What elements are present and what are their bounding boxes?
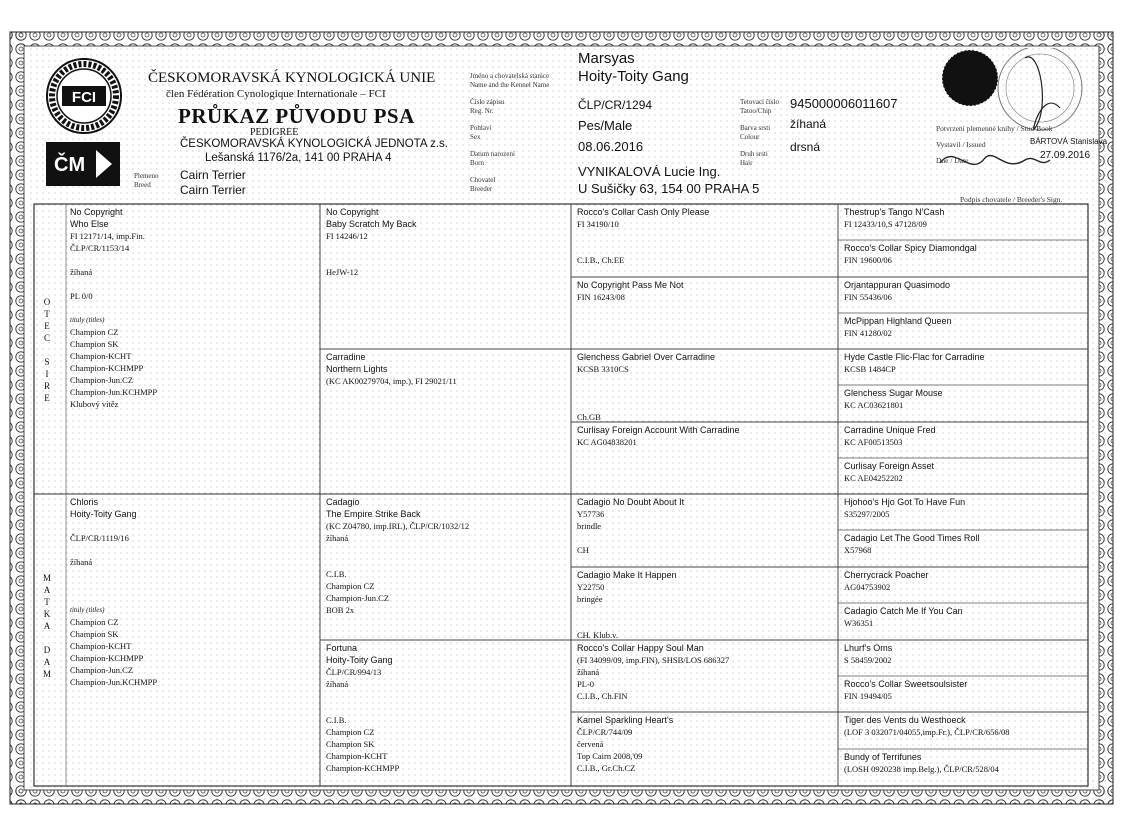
hair-label-en: Hair [740,159,753,167]
pedigree-gen4-cell [844,532,1086,566]
pedigree-gen4-cell [844,496,1086,530]
dog-name: Marsyas [578,50,635,67]
dog-name: Cadagio No Doubt About It [577,497,685,507]
dog-detail: žíhaná [70,557,93,567]
dog-detail [577,399,835,411]
side-letter: K [43,609,51,619]
dog-detail [577,387,835,399]
pedigree-gen4-cell [844,206,1086,240]
dog-detail: Champion CZ [326,727,375,737]
dog-detail: FIN 41280/02 [844,328,892,338]
date-value: 27.09.2016 [1040,150,1091,161]
dog-name: Glenchess Sugar Mouse [844,388,943,398]
dog-detail: Champion-KCHMPP [70,363,144,373]
pedigree-gen3-cell [577,279,835,349]
dog-detail: ČLP/CR/1119/16 [70,533,129,543]
breeder-name: VYNIKALOVÁ Lucie Ing. [578,164,721,179]
colour-label-cz: Barva srsti [740,124,771,132]
dog-detail: Klubový vítěz [70,399,119,409]
side-letter: A [43,657,51,667]
pedigree-gen4-cell [844,678,1086,712]
reg-value: ČLP/CR/1294 [578,98,653,112]
side-letter: O [43,297,51,307]
dog-detail: Ch.GB [577,412,601,421]
dog-detail: Y57736 [577,509,605,519]
dog-detail [70,592,316,604]
dog-detail: (LOF 3 032071/04055,imp.Fr.), ČLP/CR/656/08 [844,727,1010,737]
side-letter: C [43,333,50,343]
dog-detail: S35297/2005 [844,509,890,519]
dog-detail [326,242,568,254]
side-letter: T [44,309,50,319]
dog-detail: W36351 [844,618,874,628]
dog-name: Carradine [326,352,366,362]
stamp-signature [930,48,1095,198]
pedigree-gen4-cell [844,279,1086,313]
pedigree-gen3-cell [577,642,835,712]
dog-detail: (FI 34099/09, imp.FIN), SHSB/LOS 686327 [577,655,730,665]
dog-detail: KC AC03621801 [844,400,904,410]
dog-detail: AG04753902 [844,582,891,592]
pedigree-gen2-cell [326,496,568,638]
sex-label-en: Sex [470,133,481,141]
issued-value: BÁRTOVÁ Stanislava [1030,137,1108,146]
dog-name: Chloris [70,497,99,507]
dog-detail [577,617,835,629]
hair-value: drsná [790,140,821,154]
confirm-label: Potvrzení plemenné knihy / Stud Book [936,124,1053,133]
dog-detail: Champion-Jun.CZ [326,593,390,603]
dog-detail: S 58459/2002 [844,655,892,665]
doc-subtitle: PEDIGREE [250,127,299,138]
dog-detail: C.I.B. [326,715,347,725]
born-label-en: Born [470,159,484,167]
dog-detail: Champion-Jun.CZ [70,375,134,385]
dog-detail: Champion-Jun.CZ [70,665,134,675]
dog-name: Kamel Sparkling Heart's [577,715,674,725]
dog-detail [326,544,568,556]
dog-detail: KCSB 1484CP [844,364,896,374]
org-member: člen Fédération Cynologique Internationale – FCI [166,88,386,100]
pedigree-gen4-cell [844,242,1086,276]
pedigree-gen3-cell [577,714,835,784]
dog-detail [70,520,316,532]
dog-name: Curlisay Foreign Asset [844,461,935,471]
dog-detail: bringée [577,594,603,604]
dog-detail [70,544,316,556]
dog-detail: C.I.B., Gr.Ch.CZ [577,763,636,773]
dog-name: Cadagio [326,497,360,507]
pedigree-gen4-cell [844,424,1086,458]
dog-detail: FI 12433/10,S 47128/09 [844,219,927,229]
pedigree-gen4-cell [844,387,1086,421]
colour-label-en: Colour [740,133,760,141]
pedigree-gen3-cell [577,351,835,421]
dog-name: Hjohoo's Hjo Got To Have Fun [844,497,966,507]
dog-detail: ČLP/CR/1153/14 [70,243,130,253]
dog-detail: PL 0/0 [70,291,93,301]
dog-detail: červená [577,739,604,749]
dog-name: The Empire Strike Back [326,509,421,519]
dog-detail: Champion-KCHMPP [326,763,400,773]
dog-name: Hyde Castle Flic-Flac for Carradine [844,352,985,362]
dog-detail: Champion-Jun.KCHMPP [70,677,158,687]
dog-detail: (LOSH 0920238 imp.Belg.), ČLP/CR/528/04 [844,764,999,774]
pedigree-gen3-cell [577,424,835,494]
dog-detail: HeJW-12 [326,267,359,277]
kennel-name: Hoity-Toity Gang [578,68,689,85]
dog-detail: X57968 [844,545,872,555]
pedigree-gen2-cell [326,351,568,491]
dog-detail: FIN 16243/08 [577,292,625,302]
dog-name: Thestrup's Tango N'Cash [844,207,945,217]
dog-detail: KCSB 3310CS [577,364,629,374]
dog-detail: KC AG04838201 [577,437,637,447]
org2-address: Lešanská 1176/2a, 141 00 PRAHA 4 [205,152,392,164]
issued-label: Vystavil / Issued [936,140,986,149]
cmku-logo [46,142,120,186]
dog-detail: Champion CZ [70,327,119,337]
dog-detail [70,580,316,592]
pedigree-gen2-cell [326,642,568,784]
reg-label-en: Reg. Nr. [470,107,494,115]
dog-detail: Top Cairn 2008,'09 [577,751,643,761]
dog-name: Cadagio Make It Happen [577,570,677,580]
dog-detail: (KC AK00279704, imp.), FI 29021/11 [326,376,457,386]
side-letter [41,632,53,644]
dog-detail: ČLP/CR/744/09 [577,727,633,737]
dog-name: Rocco's Collar Happy Soul Man [577,643,704,653]
dam-side-label [41,572,53,680]
sex-value: Pes/Male [578,118,633,133]
pedigree-gen1-cell [70,496,316,784]
dog-detail: KC AF00513503 [844,437,903,447]
dog-name: No Copyright [326,207,379,217]
dog-detail: FIN 55436/06 [844,292,892,302]
dog-name: No Copyright Pass Me Not [577,280,684,290]
born-label-cz: Datum narození [470,150,515,158]
hair-label-cz: Druh srsti [740,150,768,158]
dog-detail: (KC Z04780, imp.IRL), ČLP/CR/1032/12 [326,521,470,531]
tattoo-label-cz: Tetovací číslo [740,98,779,106]
pedigree-gen4-cell [844,642,1086,676]
dog-name: Glenchess Gabriel Over Carradine [577,352,716,362]
sex-label-cz: Pohlaví [470,124,492,132]
side-letter [41,344,53,356]
dog-detail [577,375,835,387]
side-letter: R [43,381,50,391]
dog-detail [326,254,568,266]
dog-detail: CH [577,545,589,555]
org-name: ČESKOMORAVSKÁ KYNOLOGICKÁ UNIE [148,70,436,86]
breed-label-cz: Plemeno [134,172,159,180]
dog-detail: Champion-KCHMPP [70,653,144,663]
dog-name: Orjantappuran Quasimodo [844,280,951,290]
org2-name: ČESKOMORAVSKÁ KYNOLOGICKÁ JEDNOTA z.s. [180,138,448,150]
pedigree-gen3-cell [577,496,835,566]
dog-name: Rocco's Collar Cash Only Please [577,207,710,217]
breed-value-en: Cairn Terrier [180,183,246,197]
dog-name: Baby Scratch My Back [326,219,417,229]
side-letter: T [44,597,50,607]
colour-value: žíhaná [790,117,827,131]
dog-detail: žíhaná [326,679,349,689]
breed-value-cz: Cairn Terrier [180,168,246,182]
side-letter: E [44,393,50,403]
breeder-label-en: Breeder [470,185,493,193]
dog-detail: Champion-KCHT [326,751,388,761]
dog-detail [70,568,316,580]
dog-detail: C.I.B., Ch.FIN [577,691,628,701]
dog-name: Fortuna [326,643,358,653]
dog-detail: Champion-KCHT [70,641,132,651]
dog-detail: FI 14246/12 [326,231,368,241]
dog-name: Curlisay Foreign Account With Carradine [577,425,740,435]
name-label-en: Name and the Kennel Name [470,81,550,89]
dog-detail: Champion SK [326,739,375,749]
dog-detail: Champion SK [70,339,119,349]
breeder-address: U Sušičky 63, 154 00 PRAHA 5 [578,181,760,196]
pedigree-gen4-cell [844,751,1086,785]
pedigree-gen4-cell [844,605,1086,639]
dog-name: Cherrycrack Poacher [844,570,929,580]
pedigree-gen4-cell [844,569,1086,603]
dog-detail: PL-0 [577,679,594,689]
side-letter: E [44,321,50,331]
breed-label-en: Breed [134,181,151,189]
dog-name: Tiger des Vents du Westhoeck [844,715,966,725]
doc-title: PRŮKAZ PŮVODU PSA [178,104,415,128]
dog-detail [326,702,568,714]
dog-detail [70,302,316,314]
svg-text:ČM: ČM [54,154,86,176]
side-letter: A [43,585,51,595]
dog-name: Rocco's Collar Sweetsoulsister [844,679,968,689]
dog-detail: C.I.B. [326,569,347,579]
dog-detail: Champion CZ [326,581,375,591]
dog-detail [577,605,835,617]
dog-detail [577,532,835,544]
dog-detail: Champion CZ [70,617,119,627]
breeder-label-cz: Chovatel [470,176,496,184]
dog-detail [326,556,568,568]
dog-detail: FIN 19494/05 [844,691,892,701]
side-letter: S [44,357,50,367]
dog-detail: žíhaná [326,533,349,543]
pedigree-gen4-cell [844,460,1086,494]
pedigree-gen1-cell [70,206,316,492]
side-letter: I [45,369,49,379]
dog-detail [577,242,835,254]
pedigree-gen4-cell [844,714,1086,748]
tattoo-label-en: Tatoo/Chip [740,107,772,115]
pedigree-gen4-cell [844,351,1086,385]
dog-name: Northern Lights [326,364,388,374]
pedigree-gen3-cell [577,569,835,639]
dog-detail: tituly (titles) [70,606,105,614]
dog-detail [577,230,835,242]
dog-name: Carradine Unique Fred [844,425,936,435]
dog-detail [70,278,316,290]
dog-detail: ČLP/CR/994/13 [326,667,382,677]
sire-side-label [41,296,53,404]
signature-label: Podpis chovatele / Breeder's Sign. [960,195,1063,204]
born-value: 08.06.2016 [578,139,644,154]
dog-name: Cadagio Let The Good Times Roll [844,533,980,543]
side-letter: M [42,669,51,679]
dog-name: Lhurf's Oms [844,643,893,653]
fci-logo [44,56,124,136]
dog-detail: BOB 2x [326,605,355,615]
dog-detail: CH. Klub.v. [577,630,619,639]
dog-detail: Champion SK [70,629,119,639]
dog-detail [326,690,568,702]
dog-name: Bundy of Terrifunes [844,752,922,762]
dog-name: McPippan Highland Queen [844,316,952,326]
dog-detail: C.I.B., Ch.EE [577,255,625,265]
pedigree-gen2-cell [326,206,568,346]
dog-detail: Y22750 [577,582,605,592]
date-label: Dne / Date [936,156,969,165]
dog-detail: FI 34190/10 [577,219,619,229]
svg-text:FCI: FCI [71,89,97,106]
side-letter: D [43,645,51,655]
tattoo-value: 945000006011607 [790,96,898,111]
side-letter: A [43,621,51,631]
dog-detail: FIN 19600/06 [844,255,892,265]
dog-name: Who Else [70,219,109,229]
dog-name: No Copyright [70,207,123,217]
dog-detail: Champion-Jun.KCHMPP [70,387,158,397]
dog-detail: FI 12171/14, imp.Fin. [70,231,145,241]
side-letter: M [42,573,51,583]
dog-detail [70,254,316,266]
dog-detail: KC AE04252202 [844,473,903,483]
dog-name: Cadagio Catch Me If You Can [844,606,963,616]
reg-label-cz: Číslo zápisu [470,98,505,106]
dog-detail: tituly (titles) [70,316,105,324]
pedigree-gen3-cell [577,206,835,276]
dog-detail: žíhaná [70,267,93,277]
dog-detail: brindle [577,521,602,531]
pedigree-gen4-cell [844,315,1086,349]
name-label-cz: Jméno a chovatelská stanice [470,72,550,80]
dog-detail: žíhaná [577,667,600,677]
dog-name: Hoity-Toity Gang [326,655,393,665]
dog-name: Rocco's Collar Spicy Diamondgal [844,243,977,253]
dog-name: Hoity-Toity Gang [70,509,137,519]
dog-detail: Champion-KCHT [70,351,132,361]
